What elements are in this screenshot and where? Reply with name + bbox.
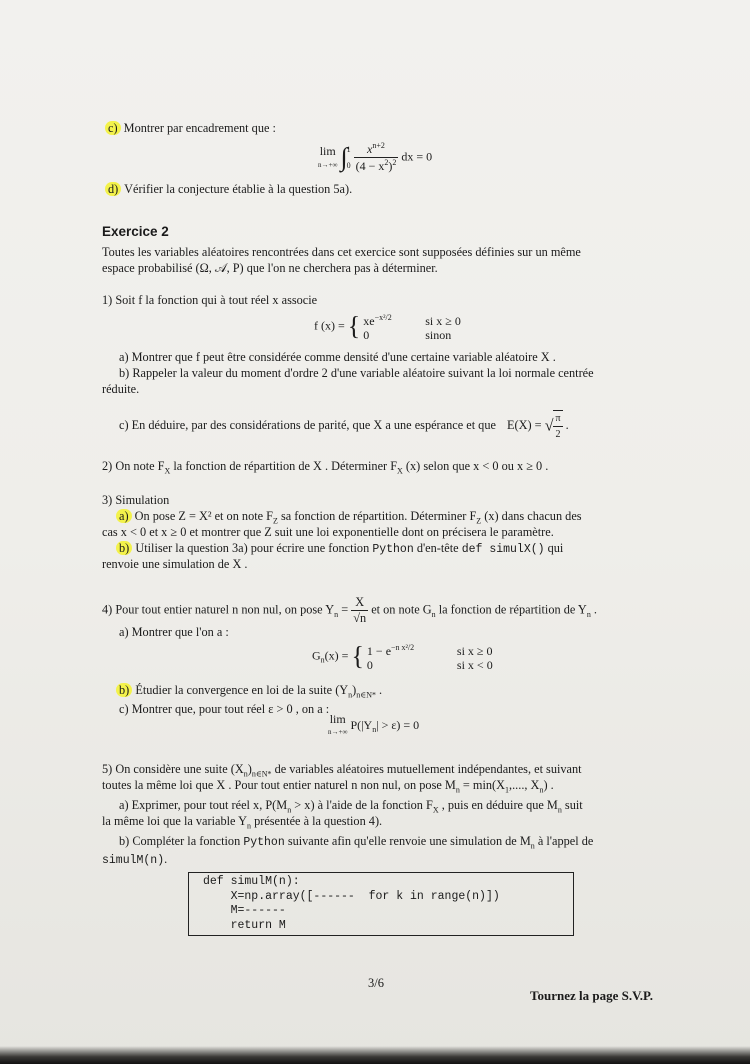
part5-l1a: 5) On considère une suite (X [102, 762, 244, 776]
part4-b-end: ) [352, 683, 357, 697]
part5-b1: b) Compléter la fonction [119, 834, 241, 848]
part5-a1b: > x) à l'aide de la fonction F [291, 798, 433, 812]
code-line: M=------ [203, 904, 286, 917]
page-number: 3/6 [368, 976, 384, 990]
part1-b-line1: b) Rappeler la valeur du moment d'ordre 2 d'une variable aléatoire suivant la loi normale centrée [119, 366, 594, 380]
part5-b1b: suivante afin qu'elle renvoie une simulation de M [287, 834, 531, 848]
lim-word: lim [319, 143, 336, 158]
intro-line-2: espace probabilisé (Ω, 𝒜, P) que l'on ne cherchera pas à déterminer. [102, 261, 438, 275]
part1-header: 1) Soit f la fonction qui à tout réel x associe [102, 293, 318, 307]
gn-sub: n [320, 655, 325, 665]
fx-case1-cond: si x ≥ 0 [425, 314, 461, 328]
part3-a1c: (x) dans chacun des [481, 509, 582, 523]
code-block [188, 872, 574, 936]
part2-text3: (x) selon que x < 0 ou x ≥ 0 . [402, 459, 549, 473]
integrand-num-exp: n+2 [372, 141, 385, 150]
part1-a: a) Montrer que f peut être considérée comme densité d'une certaine variable aléatoire X . [119, 350, 556, 364]
part4-b-dot: . [375, 683, 383, 697]
part4-eq: = [338, 602, 352, 617]
exercise-title: Exercice 2 [102, 224, 169, 239]
part3-b-line1 [119, 541, 563, 557]
part4-frac [351, 595, 368, 626]
integrand-den-exp: 2 [384, 158, 389, 167]
question-d-text: Vérifier la conjecture établie à la question 5a). [124, 182, 353, 196]
gn-case1-cond: si x ≥ 0 [456, 644, 493, 658]
gn-brace: { [351, 641, 364, 671]
gn-case1 [367, 641, 457, 658]
gn-arg: (x) = [324, 648, 349, 663]
integrand-den: (4 − x [355, 159, 385, 173]
part5-a1: a) Exprimer, pour tout réel x, P(M [119, 798, 288, 812]
part5-a2b: présentée à la question 4). [251, 814, 383, 828]
part3-a1-sub: Z [273, 516, 278, 526]
fx-case1 [363, 311, 425, 328]
part4-b-idx: n∈N* [356, 690, 376, 700]
part4-text3-sub: n [586, 609, 591, 619]
part5-a1-sub: n [287, 805, 292, 815]
part4-text1-sub: n [334, 609, 339, 619]
part5-b-line1 [119, 834, 593, 853]
part3-a-marker: a) [116, 509, 132, 523]
part4-text2-sub: n [431, 609, 436, 619]
part2-text2: la fonction de répartition de X . Déterminer F [170, 459, 398, 473]
page-edge-shadow [0, 1046, 750, 1064]
part5-l2d: ) . [543, 778, 554, 792]
code-line: def simulM(n): [203, 875, 300, 888]
gn-case1-expr: 1 − e [366, 644, 392, 658]
part5-a1c: , puis en déduire que M [438, 798, 558, 812]
fx-case1-exp: −x²/2 [374, 313, 392, 322]
fx-cases [363, 311, 461, 342]
part3-b1-code1: Python [372, 543, 414, 556]
integrand-den-outer-exp: 2 [392, 158, 397, 167]
fx-lhs: f (x) = [314, 318, 345, 333]
prob-lim-sub: n→+∞ [328, 728, 348, 736]
part2 [102, 459, 548, 478]
part3-b1b: d'en-tête [416, 541, 459, 555]
part1-c-end: . [565, 417, 569, 432]
integral-tail: dx = 0 [401, 149, 433, 164]
part3-b1c: qui [547, 541, 564, 555]
intro-line-1: Toutes les variables aléatoires rencontrées dans cet exercice sont supposées définies sur un même [102, 245, 581, 259]
gn-case2-cond: si x < 0 [456, 658, 493, 672]
limit-integral-formula [318, 141, 432, 174]
page-footer: Tournez la page S.V.P. [530, 988, 654, 1003]
part3-b1-code2: def simulX() [461, 543, 545, 556]
part5-b1-code: Python [243, 836, 285, 849]
part5-a1b-sub: X [432, 805, 439, 815]
part2-sub: X [164, 466, 171, 476]
part5-l2c-sub: n [539, 785, 544, 795]
part5-b1b-sub: n [530, 841, 535, 851]
part5-a-line2 [102, 814, 382, 833]
part5-l2: toutes la même loi que X . Pour tout entier naturel n non nul, on pose M [102, 778, 456, 792]
integrand-fraction [354, 141, 399, 174]
gn-cases [367, 641, 493, 672]
sqrt-num: π [553, 411, 562, 427]
part2-sub2: X [397, 466, 403, 476]
part4-text1: 4) Pour tout entier naturel n non nul, on pose Y [102, 602, 335, 617]
part4-frac-den: √n [353, 611, 367, 625]
question-d-marker: d) [105, 182, 121, 196]
part5-l2-sub: n [455, 785, 460, 795]
fx-case2: 0 [363, 328, 370, 342]
part4-text3-end: . [590, 602, 597, 617]
int-lower: 0 [346, 160, 351, 170]
part5-a2-sub: n [247, 821, 251, 831]
part4-c: c) Montrer que, pour tout réel ε > 0 , on a : [119, 702, 330, 716]
part2-text: 2) On note F [102, 459, 165, 473]
gn-case1-exp: −n x²/2 [391, 643, 415, 652]
part5-a1c-sub: n [557, 805, 562, 815]
part5-b-line2 [102, 852, 167, 868]
question-d [108, 182, 352, 197]
part3-header: 3) Simulation [102, 493, 170, 507]
fx-definition [314, 311, 461, 342]
sqrt-fraction [553, 410, 562, 442]
part3-b-marker: b) [116, 541, 132, 555]
part4-a: a) Montrer que l'on a : [119, 625, 229, 639]
part5-a1d: suit [561, 798, 583, 812]
part4-header [102, 595, 597, 626]
lim-sub: n→+∞ [318, 160, 338, 169]
part4-text2: et on note G [368, 602, 432, 617]
part3-b1: Utiliser la question 3a) pour écrire une fonction [135, 541, 370, 555]
code-line: X=np.array([------ for k in range(n)]) [203, 889, 500, 903]
part4-frac-num: X [351, 595, 368, 611]
part3-a1b: sa fonction de répartition. Déterminer F [277, 509, 477, 523]
integrand-num: x [367, 142, 373, 156]
part4-text3: la fonction de répartition de Y [435, 602, 587, 617]
question-c-marker: c) [105, 121, 121, 135]
question-c [108, 121, 276, 136]
sqrt-sign: √ [544, 417, 554, 435]
part3-b-line2: renvoie une simulation de X . [102, 557, 248, 571]
part5-l1a-idx: n∈N* [251, 769, 272, 779]
sqrt-den: 2 [555, 429, 561, 440]
part1-c [119, 410, 569, 442]
prob-limit-formula [328, 714, 419, 738]
part5-l2b-sub: 1 [505, 785, 510, 795]
gn-case2: 0 [366, 658, 373, 672]
fx-case2-cond: sinon [425, 328, 452, 342]
part4-b [119, 683, 382, 702]
part3-a1: On pose Z = X² et on note F [134, 509, 273, 523]
fx-brace: { [347, 311, 361, 341]
part5-l1a-sub: n [243, 769, 248, 779]
part5-b2-end: . [164, 852, 168, 866]
part5-line2 [102, 778, 554, 797]
integrand-den-close: ) [388, 159, 393, 173]
int-upper: 1 [346, 144, 351, 154]
part4-b-sub: n [348, 690, 353, 700]
part3-a-line2: cas x < 0 et x ≥ 0 et montrer que Z suit une loi exponentielle dont on précisera le paramètre. [102, 525, 554, 539]
part4-b-text: Étudier la convergence en loi de la suite (Y [135, 683, 349, 697]
prob-lim-expr-end: | > ε) = 0 [376, 717, 420, 732]
part1-b-line2: réduite. [102, 382, 140, 396]
part1-c-text: c) En déduire, par des considérations de parité, que X a une espérance et que [119, 417, 496, 432]
part1-c-eq: E(X) = [507, 417, 542, 432]
gn-lhs: G [312, 648, 321, 663]
integral-sign: ∫ [340, 142, 348, 172]
part5-a2: la même loi que la variable Y [102, 814, 247, 828]
prob-lim-expr: P(|Y [350, 717, 373, 732]
part5-l1b: de variables aléatoires mutuellement indépendantes, et suivant [271, 762, 582, 776]
part3-a1b-sub: Z [476, 516, 482, 526]
prob-lim-expr-sub: n [372, 725, 377, 735]
fx-case1-expr: xe [363, 314, 375, 328]
part5-l1a-end: ) [247, 762, 252, 776]
part5-b2-code: simulM(n) [102, 854, 165, 867]
part4-b-marker: b) [116, 683, 132, 697]
code-line: return M [203, 918, 286, 932]
part5-l2b: = min(X [459, 778, 506, 792]
part5-l2c: ,...., X [509, 778, 540, 792]
gn-definition [312, 641, 493, 672]
prob-lim-word: lim [329, 712, 346, 726]
part5-b1c: à l'appel de [534, 834, 594, 848]
question-c-text: Montrer par encadrement que : [123, 121, 276, 135]
